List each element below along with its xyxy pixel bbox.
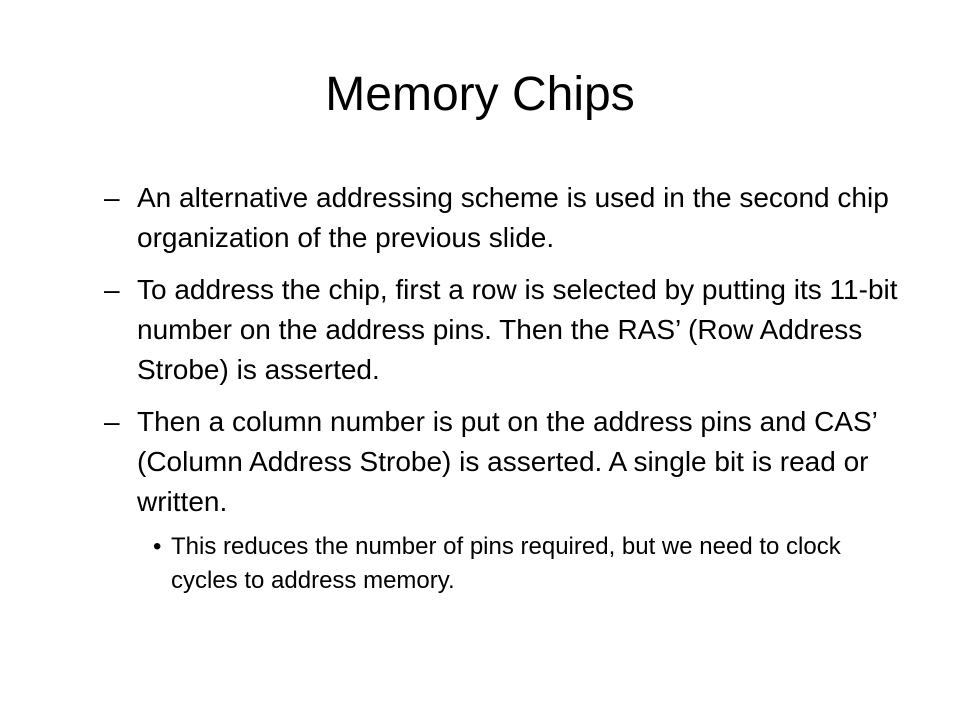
bullet-dot-marker: •	[153, 533, 162, 560]
dash-marker: –	[104, 406, 120, 437]
bullet-item	[104, 270, 904, 390]
sub-bullet-list	[153, 530, 904, 598]
bullet-text: To address the chip, first a row is selected by putting its 11-bit number on the address pins. Then the RAS’ (Row Address Strobe) is asserted.	[137, 274, 898, 385]
bullet-item	[104, 178, 904, 258]
bullet-item	[104, 402, 904, 598]
sub-bullet-text: This reduces the number of pins required, but we need to clock cycles to address memory.	[171, 533, 841, 594]
bullet-list	[104, 178, 904, 610]
dash-marker: –	[104, 182, 120, 213]
bullet-text: An alternative addressing scheme is used in the second chip organization of the previous slide.	[137, 182, 889, 253]
sub-bullet-item	[153, 530, 904, 598]
dash-marker: –	[104, 274, 120, 305]
slide-title: Memory Chips	[325, 68, 635, 121]
bullet-text: Then a column number is put on the address pins and CAS’ (Column Address Strobe) is asserted. A single bit is read or written.	[137, 406, 877, 517]
